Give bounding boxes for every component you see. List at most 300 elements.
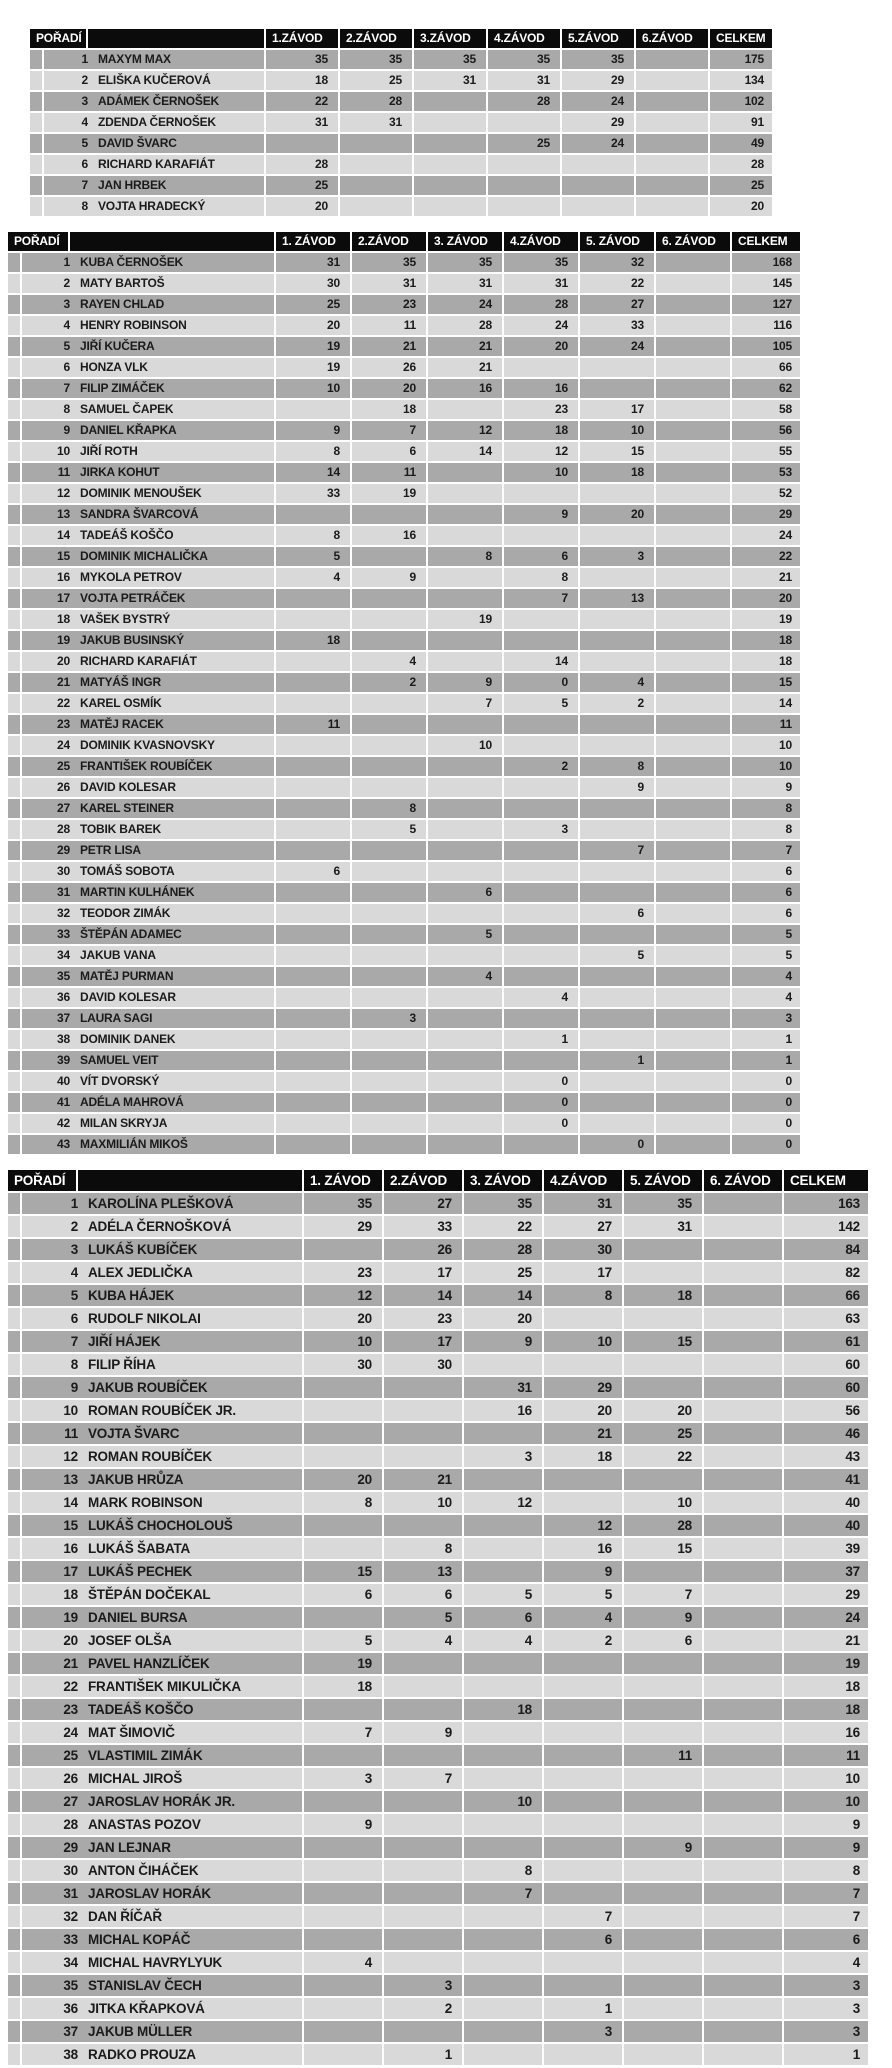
- name-cell: HENRY ROBINSON: [70, 316, 274, 335]
- name-cell: JAN LEJNAR: [78, 1837, 302, 1858]
- race-2-score-cell: [384, 1423, 462, 1444]
- race-4-score-cell: [544, 1837, 622, 1858]
- table-row: [8, 295, 802, 314]
- race-1-score-cell: 5: [304, 1630, 382, 1651]
- race-6-score-cell: [704, 1400, 782, 1421]
- race-1-score-cell: 31: [266, 113, 338, 132]
- rank-cell: 29: [22, 841, 70, 860]
- race-2-score-cell: 23: [384, 1308, 462, 1329]
- race-1-score-cell: [266, 134, 338, 153]
- race-5-score-cell: 20: [580, 505, 654, 524]
- total-cell: 4: [732, 967, 800, 986]
- race-4-score-cell: 23: [504, 400, 578, 419]
- total-cell: 7: [732, 841, 800, 860]
- table-row: [8, 925, 802, 944]
- race-6-score-cell: [656, 1009, 730, 1028]
- table-row: [8, 610, 802, 629]
- total-cell: 60: [784, 1354, 868, 1375]
- name-cell: JIŘÍ HÁJEK: [78, 1331, 302, 1352]
- race-4-score-cell: 10: [504, 463, 578, 482]
- race-5-score-cell: [624, 1860, 702, 1881]
- total-cell: 1: [732, 1051, 800, 1070]
- race-4-score-cell: [504, 1009, 578, 1028]
- race-3-score-cell: 8: [428, 547, 502, 566]
- row-lead-cell: [8, 547, 20, 566]
- race-6-score-cell: [704, 1607, 782, 1628]
- race-4-score-cell: [544, 1676, 622, 1697]
- race-5-score-cell: [580, 1114, 654, 1133]
- rank-cell: 4: [22, 1262, 78, 1283]
- total-cell: 56: [784, 1400, 868, 1421]
- race-6-score-cell: [704, 2021, 782, 2042]
- name-cell: TADEÁŠ KOŠČO: [70, 526, 274, 545]
- name-cell: JITKA KŘAPKOVÁ: [78, 1998, 302, 2019]
- race-6-score-cell: [704, 1952, 782, 1973]
- race-5-score-cell: 4: [580, 673, 654, 692]
- race-6-score-cell: [704, 1837, 782, 1858]
- race-2-score-cell: 9: [384, 1722, 462, 1743]
- race-3-score-cell: 4: [428, 967, 502, 986]
- race-4-score-cell: [544, 1745, 622, 1766]
- race-1-score-cell: [276, 1135, 350, 1154]
- race-1-score-cell: 10: [304, 1331, 382, 1352]
- row-lead-cell: [8, 1193, 20, 1214]
- race-3-column-header: 3. ZÁVOD: [428, 232, 502, 251]
- race-4-score-cell: [544, 1492, 622, 1513]
- row-lead-cell: [8, 925, 20, 944]
- race-5-score-cell: [562, 155, 634, 174]
- total-cell: 134: [710, 71, 772, 90]
- total-cell: 49: [710, 134, 772, 153]
- row-lead-cell: [8, 337, 20, 356]
- race-1-score-cell: [276, 1072, 350, 1091]
- name-cell: ADÉLA MAHROVÁ: [70, 1093, 274, 1112]
- row-lead-cell: [8, 1745, 20, 1766]
- race-5-score-cell: [580, 883, 654, 902]
- total-cell: 24: [732, 526, 800, 545]
- name-cell: DOMINIK DANEK: [70, 1030, 274, 1049]
- race-3-score-cell: [428, 799, 502, 818]
- race-2-score-cell: [352, 967, 426, 986]
- rank-cell: 17: [22, 589, 70, 608]
- race-6-score-cell: [656, 589, 730, 608]
- race-5-score-cell: [624, 1561, 702, 1582]
- race-4-score-cell: [504, 358, 578, 377]
- race-6-score-cell: [656, 736, 730, 755]
- table-row: [8, 652, 802, 671]
- race-3-score-cell: 12: [428, 421, 502, 440]
- race-4-score-cell: 28: [504, 295, 578, 314]
- race-3-score-cell: [428, 946, 502, 965]
- name-cell: VAŠEK BYSTRÝ: [70, 610, 274, 629]
- race-2-score-cell: 8: [384, 1538, 462, 1559]
- race-6-score-cell: [656, 694, 730, 713]
- race-5-score-cell: [580, 862, 654, 881]
- race-6-score-cell: [704, 1906, 782, 1927]
- total-cell: 6: [732, 883, 800, 902]
- race-3-score-cell: [428, 1009, 502, 1028]
- race-2-score-cell: [384, 1952, 462, 1973]
- rank-cell: 9: [22, 421, 70, 440]
- race-4-score-cell: [544, 1722, 622, 1743]
- table-row: [8, 1114, 802, 1133]
- rank-cell: 16: [22, 1538, 78, 1559]
- race-5-score-cell: 22: [624, 1446, 702, 1467]
- row-lead-cell: [8, 862, 20, 881]
- race-2-score-cell: 33: [384, 1216, 462, 1237]
- table-row: [8, 1768, 870, 1789]
- race-2-score-cell: 23: [352, 295, 426, 314]
- race-5-score-cell: 33: [580, 316, 654, 335]
- race-4-score-cell: 3: [544, 2021, 622, 2042]
- race-5-score-cell: [580, 799, 654, 818]
- rank-cell: 6: [22, 358, 70, 377]
- name-cell: ŠTĚPÁN DOČEKAL: [78, 1584, 302, 1605]
- rank-cell: 2: [22, 1216, 78, 1237]
- row-lead-cell: [8, 274, 20, 293]
- name-column-header: [88, 29, 264, 48]
- row-lead-cell: [8, 1515, 20, 1536]
- race-6-score-cell: [656, 610, 730, 629]
- race-1-score-cell: [276, 799, 350, 818]
- rank-cell: 20: [22, 1630, 78, 1651]
- race-4-score-cell: 1: [504, 1030, 578, 1049]
- race-1-column-header: 1. ZÁVOD: [304, 1170, 382, 1191]
- race-5-score-cell: 11: [624, 1745, 702, 1766]
- race-2-score-cell: [352, 946, 426, 965]
- race-6-score-cell: [704, 1538, 782, 1559]
- race-4-score-cell: [544, 1653, 622, 1674]
- rank-cell: 2: [44, 71, 88, 90]
- total-cell: 175: [710, 50, 772, 69]
- race-6-score-cell: [656, 631, 730, 650]
- name-cell: JAKUB ROUBÍČEK: [78, 1377, 302, 1398]
- row-lead-cell: [8, 778, 20, 797]
- table-row: [8, 1093, 802, 1112]
- race-2-score-cell: [384, 1699, 462, 1720]
- rank-cell: 13: [22, 1469, 78, 1490]
- name-cell: KAROLÍNA PLEŠKOVÁ: [78, 1193, 302, 1214]
- race-1-score-cell: 31: [276, 253, 350, 272]
- table-row: [8, 1331, 870, 1352]
- name-cell: LUKÁŠ CHOCHOLOUŠ: [78, 1515, 302, 1536]
- race-1-score-cell: [276, 883, 350, 902]
- race-1-score-cell: 20: [304, 1469, 382, 1490]
- race-3-score-cell: 10: [428, 736, 502, 755]
- race-6-score-cell: [656, 904, 730, 923]
- race-6-score-cell: [704, 1377, 782, 1398]
- race-4-score-cell: [504, 526, 578, 545]
- race-3-score-cell: 28: [428, 316, 502, 335]
- total-cell: 22: [732, 547, 800, 566]
- race-1-score-cell: [276, 1114, 350, 1133]
- race-5-score-cell: 7: [624, 1584, 702, 1605]
- race-3-score-cell: 21: [428, 337, 502, 356]
- header-row: [8, 232, 802, 251]
- race-4-score-cell: [504, 1135, 578, 1154]
- race-6-score-cell: [704, 1308, 782, 1329]
- race-3-score-cell: [464, 1653, 542, 1674]
- name-cell: DAVID ŠVARC: [88, 134, 264, 153]
- rank-cell: 33: [22, 1929, 78, 1950]
- rank-cell: 34: [22, 1952, 78, 1973]
- race-2-score-cell: 14: [384, 1285, 462, 1306]
- race-3-score-cell: [414, 113, 486, 132]
- name-cell: FILIP ZIMÁČEK: [70, 379, 274, 398]
- table-row: [30, 155, 774, 174]
- race-6-score-cell: [656, 316, 730, 335]
- race-4-score-cell: 0: [504, 1114, 578, 1133]
- name-cell: SAMUEL VEIT: [70, 1051, 274, 1070]
- name-cell: JIŘÍ KUČERA: [70, 337, 274, 356]
- row-lead-cell: [8, 1377, 20, 1398]
- total-cell: 21: [732, 568, 800, 587]
- name-cell: ANASTAS POZOV: [78, 1814, 302, 1835]
- table-row: [8, 673, 802, 692]
- race-6-score-cell: [704, 1584, 782, 1605]
- race-5-score-cell: [624, 1791, 702, 1812]
- name-cell: LUKÁŠ PECHEK: [78, 1561, 302, 1582]
- race-2-score-cell: 5: [352, 820, 426, 839]
- race-5-score-cell: [580, 1030, 654, 1049]
- race-3-score-cell: [414, 155, 486, 174]
- total-cell: 1: [784, 2044, 868, 2065]
- total-column-header: CELKEM: [710, 29, 772, 48]
- race-5-score-cell: 28: [624, 1515, 702, 1536]
- race-1-score-cell: [304, 1998, 382, 2019]
- rank-cell: 23: [22, 1699, 78, 1720]
- race-4-score-cell: 10: [544, 1331, 622, 1352]
- race-2-score-cell: [384, 1446, 462, 1467]
- race-3-score-cell: [428, 862, 502, 881]
- name-cell: MARK ROBINSON: [78, 1492, 302, 1513]
- race-3-score-cell: 19: [428, 610, 502, 629]
- race-6-score-cell: [656, 757, 730, 776]
- race-2-score-cell: 6: [384, 1584, 462, 1605]
- race-4-score-cell: 0: [504, 1072, 578, 1091]
- total-cell: 9: [784, 1814, 868, 1835]
- race-2-score-cell: [384, 1929, 462, 1950]
- race-1-column-header: 1. ZÁVOD: [276, 232, 350, 251]
- race-2-score-cell: 7: [352, 421, 426, 440]
- name-cell: LUKÁŠ ŠABATA: [78, 1538, 302, 1559]
- name-cell: DOMINIK MENOUŠEK: [70, 484, 274, 503]
- race-2-score-cell: [352, 778, 426, 797]
- table-row: [8, 904, 802, 923]
- name-cell: DANIEL KŘAPKA: [70, 421, 274, 440]
- rank-cell: 5: [22, 1285, 78, 1306]
- race-3-score-cell: [428, 1135, 502, 1154]
- table-row: [8, 2044, 870, 2065]
- race-4-score-cell: [544, 1952, 622, 1973]
- race-5-score-cell: 2: [580, 694, 654, 713]
- race-2-score-cell: [384, 1814, 462, 1835]
- race-5-score-cell: 22: [580, 274, 654, 293]
- race-4-score-cell: [544, 1975, 622, 1996]
- row-lead-cell: [8, 1216, 20, 1237]
- race-2-score-cell: [352, 1072, 426, 1091]
- table-row: [8, 1745, 870, 1766]
- rank-cell: 14: [22, 526, 70, 545]
- race-3-score-cell: 16: [428, 379, 502, 398]
- name-cell: ADÉLA ČERNOŠKOVÁ: [78, 1216, 302, 1237]
- row-lead-cell: [8, 883, 20, 902]
- race-4-score-cell: [544, 1308, 622, 1329]
- race-2-column-header: 2.ZÁVOD: [340, 29, 412, 48]
- table-row: [8, 778, 802, 797]
- total-cell: 102: [710, 92, 772, 111]
- table-row: [8, 421, 802, 440]
- rank-cell: 1: [22, 253, 70, 272]
- name-cell: PAVEL HANZLÍČEK: [78, 1653, 302, 1674]
- race-2-score-cell: 11: [352, 316, 426, 335]
- table-row: [8, 568, 802, 587]
- rank-cell: 42: [22, 1114, 70, 1133]
- table-row: [8, 1354, 870, 1375]
- race-4-score-cell: 20: [544, 1400, 622, 1421]
- race-5-score-cell: [624, 1998, 702, 2019]
- row-lead-cell: [8, 1423, 20, 1444]
- race-4-score-cell: [544, 1883, 622, 1904]
- race-4-score-cell: 28: [488, 92, 560, 111]
- race-5-score-cell: [580, 988, 654, 1007]
- table-row: [8, 589, 802, 608]
- race-3-score-cell: [428, 589, 502, 608]
- race-6-score-cell: [704, 1331, 782, 1352]
- race-3-score-cell: 5: [428, 925, 502, 944]
- race-3-score-cell: [464, 1929, 542, 1950]
- race-1-score-cell: [304, 1837, 382, 1858]
- race-1-score-cell: [304, 2021, 382, 2042]
- rank-cell: 25: [22, 1745, 78, 1766]
- table-row: [8, 484, 802, 503]
- total-cell: 11: [732, 715, 800, 734]
- race-4-score-cell: 3: [504, 820, 578, 839]
- race-2-score-cell: [352, 505, 426, 524]
- race-5-score-cell: 17: [580, 400, 654, 419]
- race-5-score-cell: 35: [624, 1193, 702, 1214]
- race-6-score-cell: [656, 1051, 730, 1070]
- race-4-score-cell: [544, 1768, 622, 1789]
- row-lead-cell: [8, 946, 20, 965]
- race-6-score-cell: [656, 673, 730, 692]
- total-cell: 10: [732, 736, 800, 755]
- race-6-score-cell: [656, 799, 730, 818]
- race-1-score-cell: [276, 925, 350, 944]
- race-6-score-cell: [656, 715, 730, 734]
- name-cell: MICHAL KOPÁČ: [78, 1929, 302, 1950]
- race-6-score-cell: [656, 253, 730, 272]
- race-2-score-cell: [384, 2021, 462, 2042]
- race-6-score-cell: [656, 547, 730, 566]
- race-1-score-cell: 33: [276, 484, 350, 503]
- race-3-score-cell: [428, 778, 502, 797]
- race-6-score-cell: [656, 505, 730, 524]
- row-lead-cell: [8, 610, 20, 629]
- race-3-score-cell: [464, 1952, 542, 1973]
- race-2-score-cell: [384, 1745, 462, 1766]
- name-cell: RUDOLF NIKOLAI: [78, 1308, 302, 1329]
- rank-cell: 38: [22, 2044, 78, 2065]
- race-5-score-cell: [580, 610, 654, 629]
- row-lead-cell: [8, 1400, 20, 1421]
- race-1-score-cell: 6: [276, 862, 350, 881]
- race-1-score-cell: 35: [266, 50, 338, 69]
- rank-cell: 5: [22, 337, 70, 356]
- rank-cell: 4: [44, 113, 88, 132]
- row-lead-cell: [8, 1239, 20, 1260]
- race-2-score-cell: 17: [384, 1331, 462, 1352]
- race-3-score-cell: [428, 1051, 502, 1070]
- race-5-score-cell: [624, 1906, 702, 1927]
- row-lead-cell: [8, 631, 20, 650]
- race-1-score-cell: [304, 1883, 382, 1904]
- race-1-score-cell: [304, 1515, 382, 1536]
- race-5-score-cell: 9: [624, 1607, 702, 1628]
- total-cell: 9: [784, 1837, 868, 1858]
- name-cell: FRANTIŠEK MIKULIČKA: [78, 1676, 302, 1697]
- race-4-score-cell: 12: [544, 1515, 622, 1536]
- total-cell: 24: [784, 1607, 868, 1628]
- race-6-score-cell: [656, 295, 730, 314]
- race-2-score-cell: 17: [384, 1262, 462, 1283]
- row-lead-cell: [8, 1331, 20, 1352]
- row-lead-cell: [8, 715, 20, 734]
- table-row: [8, 337, 802, 356]
- race-2-score-cell: [352, 631, 426, 650]
- race-6-score-cell: [656, 526, 730, 545]
- row-lead-cell: [8, 1584, 20, 1605]
- race-1-score-cell: 4: [304, 1952, 382, 1973]
- race-3-score-cell: [428, 400, 502, 419]
- row-lead-cell: [8, 421, 20, 440]
- table-row: [8, 1469, 870, 1490]
- rank-cell: 8: [22, 1354, 78, 1375]
- table-row: [8, 841, 802, 860]
- race-5-score-cell: [580, 1009, 654, 1028]
- race-4-score-cell: 18: [544, 1446, 622, 1467]
- total-cell: 40: [784, 1515, 868, 1536]
- name-cell: MAXMILIÁN MIKOŠ: [70, 1135, 274, 1154]
- race-5-score-cell: [562, 176, 634, 195]
- table-row: [8, 1072, 802, 1091]
- race-3-score-cell: [414, 134, 486, 153]
- race-1-score-cell: 19: [276, 358, 350, 377]
- race-6-score-cell: [656, 988, 730, 1007]
- race-6-score-cell: [704, 1492, 782, 1513]
- race-4-column-header: 4.ZÁVOD: [504, 232, 578, 251]
- table-row: [8, 358, 802, 377]
- race-1-score-cell: [304, 1239, 382, 1260]
- race-2-score-cell: 11: [352, 463, 426, 482]
- race-4-score-cell: [504, 1051, 578, 1070]
- race-3-score-cell: 28: [464, 1239, 542, 1260]
- table-row: [30, 50, 774, 69]
- total-cell: 52: [732, 484, 800, 503]
- rank-cell: 2: [22, 274, 70, 293]
- rank-cell: 8: [44, 197, 88, 216]
- row-lead-cell: [8, 1354, 20, 1375]
- race-1-column-header: 1.ZÁVOD: [266, 29, 338, 48]
- rank-cell: 14: [22, 1492, 78, 1513]
- total-cell: 60: [784, 1377, 868, 1398]
- total-cell: 145: [732, 274, 800, 293]
- name-cell: SANDRA ŠVARCOVÁ: [70, 505, 274, 524]
- race-3-score-cell: [428, 1093, 502, 1112]
- race-3-score-cell: 35: [414, 50, 486, 69]
- race-1-score-cell: [304, 1446, 382, 1467]
- total-cell: 56: [732, 421, 800, 440]
